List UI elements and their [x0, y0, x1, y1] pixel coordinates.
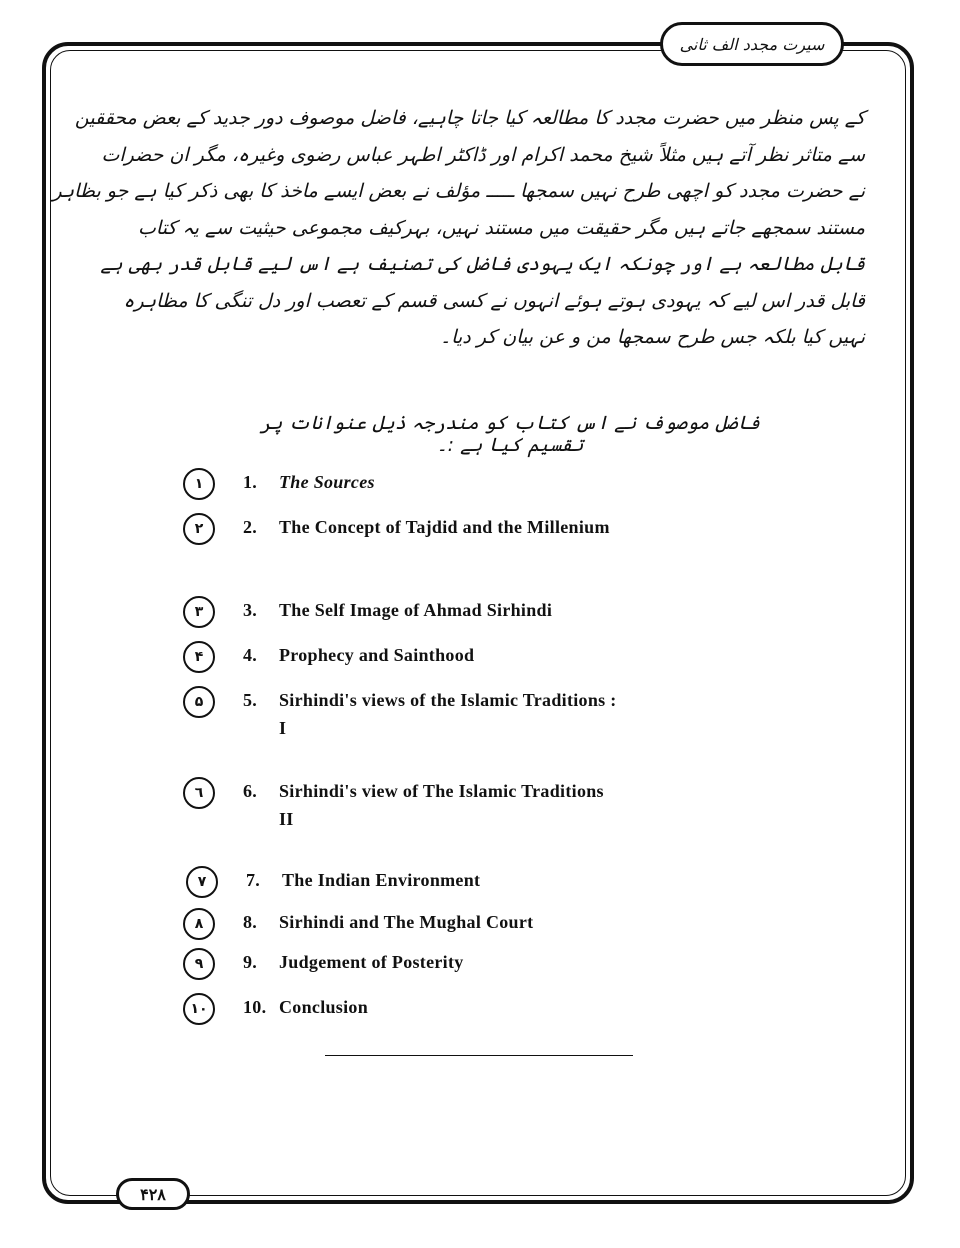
chapter-number: 7.	[246, 870, 261, 890]
circled-number: ٦	[183, 777, 215, 809]
page-number: ۴۲۸	[140, 1184, 166, 1204]
chapter-title: Conclusion	[279, 997, 369, 1017]
chapter-item	[183, 513, 610, 545]
chapter-item	[183, 948, 464, 980]
running-header	[660, 22, 844, 66]
chapter-item	[183, 596, 552, 628]
chapter-title: Prophecy and Sainthood	[279, 645, 475, 665]
chapter-title-continuation: I	[279, 718, 287, 738]
chapter-title: The Concept of Tajdid and the Millenium	[279, 517, 610, 537]
chapter-title: The Indian Environment	[282, 870, 481, 890]
chapter-title: Sirhindi and The Mughal Court	[279, 912, 534, 932]
chapter-number: 9.	[243, 952, 258, 972]
urdu-line: کے پس منظر میں حضرت مجدد کا مطالعہ کیا جاتا چاہیے، فاضل موصوف دور جدید کے بعض محققین	[74, 107, 865, 129]
urdu-line: مستند سمجھے جاتے ہیں مگر حقیقت میں مستند نہیں، بہرکیف مجموعی حیثیت سے یہ کتاب	[138, 216, 865, 239]
circled-number: ٢	[183, 513, 215, 545]
circled-number: ٧	[186, 866, 218, 898]
circled-number: ١	[183, 468, 215, 500]
chapter-item	[183, 993, 368, 1025]
circled-number: ٣	[183, 596, 215, 628]
chapter-title: Sirhindi's view of The Islamic Traditions	[279, 781, 604, 801]
chapter-number: 6.	[243, 781, 258, 801]
page-number-tab	[116, 1178, 190, 1210]
chapter-number: 4.	[243, 645, 258, 665]
chapter-item	[186, 866, 480, 898]
circled-number: ٨	[183, 908, 215, 940]
chapter-list-intro: فاضل موصوف نے اس کتاب کو مندرجہ ذیل عنوانات پر تقسیم کیا ہے :۔	[260, 412, 760, 456]
circled-number: ٩	[183, 948, 215, 980]
urdu-line: نہیں کیا بلکہ جس طرح سمجھا من و عن بیان کر دیا۔	[440, 326, 865, 348]
chapter-item	[183, 908, 533, 940]
chapter-title: Sirhindi's views of the Islamic Traditions :	[279, 690, 617, 710]
chapter-title: The Self Image of Ahmad Sirhindi	[279, 600, 553, 620]
closing-rule	[325, 1055, 633, 1056]
chapter-title: Judgement of Posterity	[279, 952, 464, 972]
chapter-number: 10.	[243, 997, 267, 1017]
urdu-line: سے متاثر نظر آتے ہیں مثلاً شیخ محمد اکرام اور ڈاکٹر اطہر عباس رضوی وغیرہ، مگر ان حضرات	[101, 143, 865, 166]
chapter-title-continuation: II	[279, 809, 294, 829]
urdu-line: نے حضرت مجدد کو اچھی طرح نہیں سمجھا ـــــ مؤلف نے بعض ایسے ماخذ کا بھی ذکر کیا ہے جو بظاہر	[52, 180, 865, 202]
chapter-item	[183, 468, 375, 500]
chapter-item	[183, 686, 617, 742]
circled-number: ۵	[183, 686, 215, 718]
urdu-line: قابل قدر اس لیے کہ یہودی ہوتے ہوئے انہوں نے کسی قسم کے تعصب اور دل تنگی کا مظاہرہ	[123, 289, 865, 312]
chapter-title: The Sources	[279, 472, 375, 492]
chapter-number: 8.	[243, 912, 258, 932]
urdu-line: قابل مطالعہ ہے اور چونکہ ایک یہودی فاضل کی تصنیف ہے اس لیے قابل قدر بھی ہے	[100, 253, 865, 275]
chapter-number: 1.	[243, 472, 258, 492]
chapter-item	[183, 777, 604, 833]
chapter-number: 3.	[243, 600, 258, 620]
circled-number: ۴	[183, 641, 215, 673]
circled-number: ١٠	[183, 993, 215, 1025]
chapter-number: 2.	[243, 517, 258, 537]
chapter-item	[183, 641, 474, 673]
book-title: سیرت مجدد الف ثانی	[679, 34, 825, 54]
urdu-paragraph	[52, 100, 865, 356]
chapter-number: 5.	[243, 690, 258, 710]
